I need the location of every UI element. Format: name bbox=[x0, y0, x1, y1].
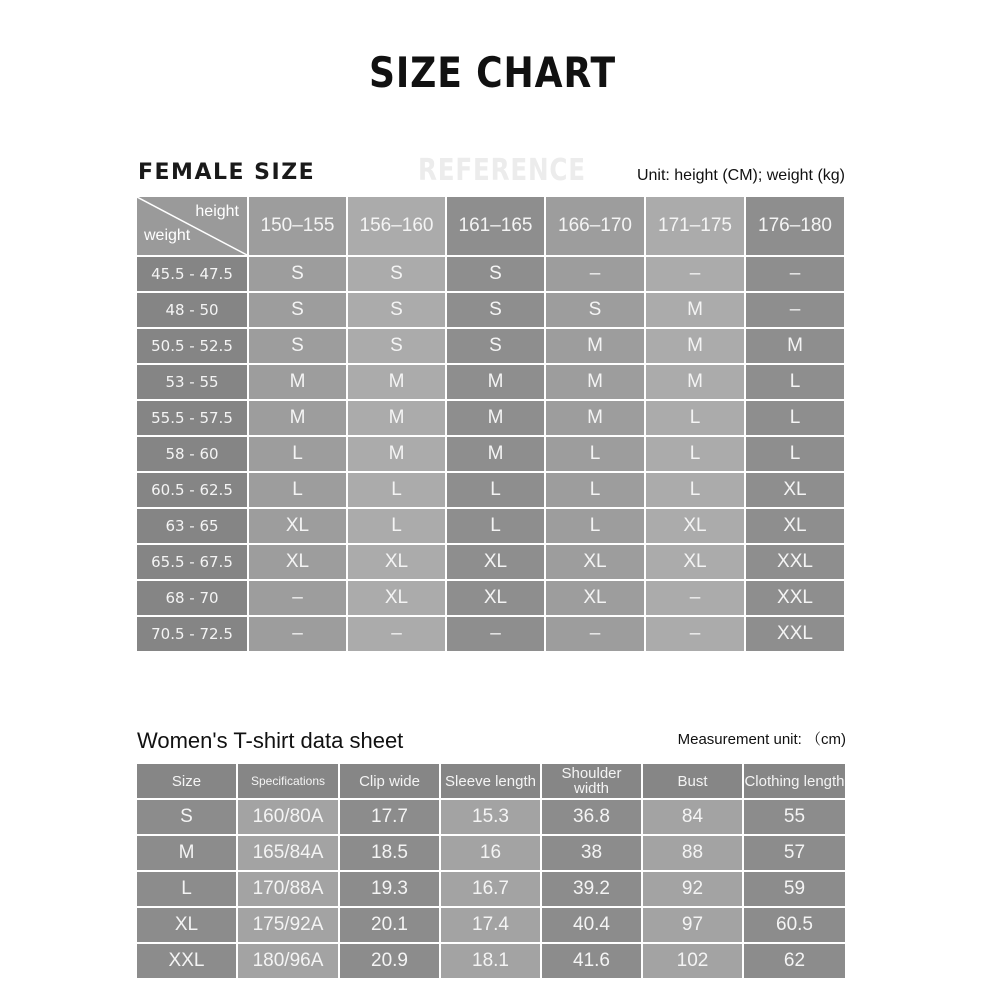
sheet-value-cell: 18.1 bbox=[441, 944, 542, 980]
size-cell: S bbox=[348, 293, 447, 329]
size-cell: XL bbox=[546, 581, 646, 617]
sheet-value-cell: 19.3 bbox=[340, 872, 441, 908]
sheet-value-cell: 38 bbox=[542, 836, 643, 872]
sheet-value-cell: 84 bbox=[643, 800, 744, 836]
weight-row-label: 60.5 - 62.5 bbox=[137, 473, 249, 509]
sheet-size-cell: S bbox=[137, 800, 238, 836]
sheet-value-cell: 40.4 bbox=[542, 908, 643, 944]
size-cell: S bbox=[249, 293, 348, 329]
sheet-value-cell: 59 bbox=[744, 872, 847, 908]
weight-row-label: 58 - 60 bbox=[137, 437, 249, 473]
sheet-value-cell: 170/88A bbox=[238, 872, 340, 908]
sheet-value-cell: 17.7 bbox=[340, 800, 441, 836]
sheet-value-cell: 97 bbox=[643, 908, 744, 944]
sheet-value-cell: 57 bbox=[744, 836, 847, 872]
size-cell: L bbox=[348, 509, 447, 545]
weight-row-label: 63 - 65 bbox=[137, 509, 249, 545]
page-title: SIZE CHART bbox=[368, 48, 617, 97]
height-header: 166–170 bbox=[546, 197, 646, 257]
sheet-value-cell: 18.5 bbox=[340, 836, 441, 872]
size-cell: L bbox=[746, 401, 846, 437]
weight-row-label: 70.5 - 72.5 bbox=[137, 617, 249, 653]
sheet-value-cell: 60.5 bbox=[744, 908, 847, 944]
sheet-size-cell: L bbox=[137, 872, 238, 908]
size-cell: S bbox=[249, 329, 348, 365]
sheet-value-cell: 36.8 bbox=[542, 800, 643, 836]
size-cell: L bbox=[746, 365, 846, 401]
sheet-value-cell: 17.4 bbox=[441, 908, 542, 944]
height-header: 171–175 bbox=[646, 197, 746, 257]
size-cell: M bbox=[348, 365, 447, 401]
sheet-value-cell: 16 bbox=[441, 836, 542, 872]
corner-weight-label: weight bbox=[144, 227, 191, 244]
size-cell: XL bbox=[447, 545, 546, 581]
size-cell: M bbox=[447, 401, 546, 437]
size-cell: L bbox=[348, 473, 447, 509]
size-cell: XL bbox=[746, 509, 846, 545]
size-cell: S bbox=[447, 257, 546, 293]
size-cell: XL bbox=[348, 581, 447, 617]
sheet-value-cell: 41.6 bbox=[542, 944, 643, 980]
sheet-value-cell: 165/84A bbox=[238, 836, 340, 872]
size-cell: L bbox=[546, 437, 646, 473]
female-unit-note: Unit: height (CM); weight (kg) bbox=[636, 167, 845, 184]
weight-row-label: 50.5 - 52.5 bbox=[137, 329, 249, 365]
size-cell: M bbox=[348, 401, 447, 437]
table-corner-header bbox=[137, 197, 249, 257]
sheet-value-cell: 16.7 bbox=[441, 872, 542, 908]
size-cell: S bbox=[546, 293, 646, 329]
size-cell: S bbox=[447, 329, 546, 365]
size-cell: XXL bbox=[746, 581, 846, 617]
sheet-value-cell: 160/80A bbox=[238, 800, 340, 836]
size-cell: – bbox=[646, 581, 746, 617]
size-cell: – bbox=[249, 617, 348, 653]
sheet-column-header: Clothing length bbox=[744, 764, 847, 800]
size-cell: L bbox=[447, 473, 546, 509]
sheet-value-cell: 62 bbox=[744, 944, 847, 980]
size-cell: M bbox=[746, 329, 846, 365]
height-header: 156–160 bbox=[348, 197, 447, 257]
measurement-unit-note: Measurement unit: （cm) bbox=[677, 731, 846, 748]
tshirt-data-table bbox=[137, 764, 847, 980]
size-cell: – bbox=[546, 617, 646, 653]
size-cell: XL bbox=[746, 473, 846, 509]
size-cell: S bbox=[447, 293, 546, 329]
tshirt-sheet-title: Women's T-shirt data sheet bbox=[137, 728, 404, 753]
size-cell: – bbox=[546, 257, 646, 293]
sheet-column-header: Specifications bbox=[238, 764, 340, 800]
size-cell: L bbox=[646, 473, 746, 509]
sheet-size-cell: XXL bbox=[137, 944, 238, 980]
sheet-column-header: Clip wide bbox=[340, 764, 441, 800]
sheet-value-cell: 39.2 bbox=[542, 872, 643, 908]
size-cell: S bbox=[249, 257, 348, 293]
sheet-column-header: Shoulder width bbox=[542, 764, 643, 800]
size-cell: – bbox=[646, 617, 746, 653]
sheet-value-cell: 20.1 bbox=[340, 908, 441, 944]
sheet-size-cell: M bbox=[137, 836, 238, 872]
size-cell: M bbox=[546, 365, 646, 401]
weight-row-label: 45.5 - 47.5 bbox=[137, 257, 249, 293]
height-header: 176–180 bbox=[746, 197, 846, 257]
size-cell: M bbox=[646, 293, 746, 329]
sheet-value-cell: 180/96A bbox=[238, 944, 340, 980]
size-cell: M bbox=[646, 329, 746, 365]
sheet-column-header: Size bbox=[137, 764, 238, 800]
sheet-value-cell: 20.9 bbox=[340, 944, 441, 980]
size-cell: M bbox=[646, 365, 746, 401]
size-cell: – bbox=[646, 257, 746, 293]
size-cell: XL bbox=[646, 509, 746, 545]
size-cell: L bbox=[646, 401, 746, 437]
sheet-value-cell: 55 bbox=[744, 800, 847, 836]
size-cell: – bbox=[348, 617, 447, 653]
weight-row-label: 55.5 - 57.5 bbox=[137, 401, 249, 437]
size-cell: L bbox=[447, 509, 546, 545]
size-cell: – bbox=[249, 581, 348, 617]
size-cell: L bbox=[546, 473, 646, 509]
weight-row-label: 68 - 70 bbox=[137, 581, 249, 617]
size-cell: L bbox=[249, 473, 348, 509]
female-size-heading: FEMALE SIZE bbox=[138, 160, 316, 185]
female-size-table bbox=[137, 197, 846, 653]
sheet-column-header: Bust bbox=[643, 764, 744, 800]
size-cell: M bbox=[447, 437, 546, 473]
size-cell: XL bbox=[546, 545, 646, 581]
size-cell: XXL bbox=[746, 545, 846, 581]
sheet-size-cell: XL bbox=[137, 908, 238, 944]
corner-height-label: height bbox=[195, 203, 239, 220]
size-cell: XL bbox=[348, 545, 447, 581]
size-cell: XXL bbox=[746, 617, 846, 653]
weight-row-label: 48 - 50 bbox=[137, 293, 249, 329]
sheet-column-header: Sleeve length bbox=[441, 764, 542, 800]
size-cell: M bbox=[447, 365, 546, 401]
size-cell: L bbox=[249, 437, 348, 473]
size-cell: S bbox=[348, 329, 447, 365]
size-cell: XL bbox=[447, 581, 546, 617]
weight-row-label: 53 - 55 bbox=[137, 365, 249, 401]
height-header: 150–155 bbox=[249, 197, 348, 257]
sheet-value-cell: 175/92A bbox=[238, 908, 340, 944]
size-cell: – bbox=[746, 257, 846, 293]
size-cell: M bbox=[546, 401, 646, 437]
size-cell: M bbox=[546, 329, 646, 365]
sheet-value-cell: 88 bbox=[643, 836, 744, 872]
size-cell: L bbox=[646, 437, 746, 473]
size-cell: M bbox=[249, 365, 348, 401]
size-cell: L bbox=[546, 509, 646, 545]
sheet-value-cell: 102 bbox=[643, 944, 744, 980]
height-header: 161–165 bbox=[447, 197, 546, 257]
size-cell: XL bbox=[646, 545, 746, 581]
reference-watermark: REFERENCE bbox=[418, 153, 586, 188]
sheet-value-cell: 15.3 bbox=[441, 800, 542, 836]
weight-row-label: 65.5 - 67.5 bbox=[137, 545, 249, 581]
size-cell: M bbox=[249, 401, 348, 437]
size-cell: XL bbox=[249, 545, 348, 581]
size-cell: – bbox=[447, 617, 546, 653]
size-cell: L bbox=[746, 437, 846, 473]
size-cell: S bbox=[348, 257, 447, 293]
size-cell: XL bbox=[249, 509, 348, 545]
size-cell: – bbox=[746, 293, 846, 329]
sheet-value-cell: 92 bbox=[643, 872, 744, 908]
size-cell: M bbox=[348, 437, 447, 473]
